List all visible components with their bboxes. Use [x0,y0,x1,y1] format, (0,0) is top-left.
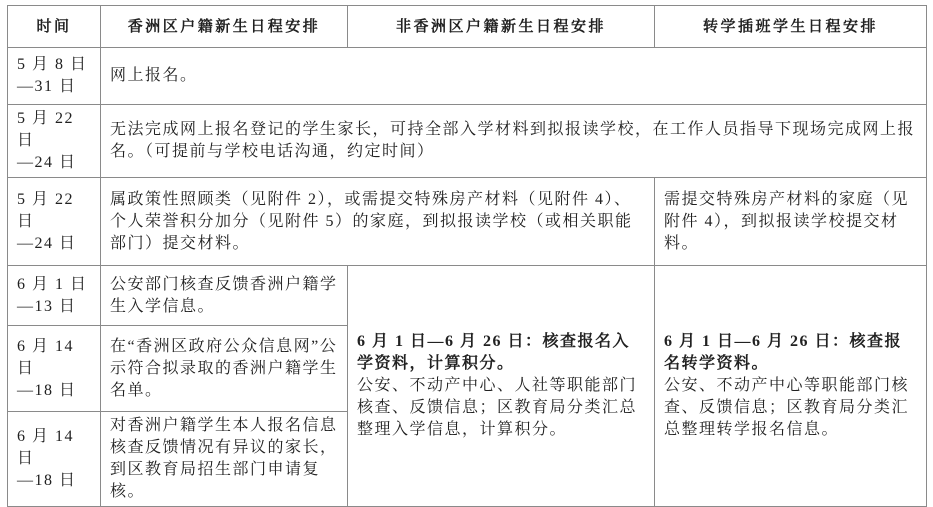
header-cell-xiangzhou: 香洲区户籍新生日程安排 [101,6,348,48]
table-row-submit-materials [8,178,927,266]
time-line-1: 6 月 1 日 [17,275,88,293]
time-line-2: —24 日 [17,154,77,171]
header-cell-transfer: 转学插班学生日程安排 [655,6,927,48]
enrollment-schedule-table [7,5,927,507]
time-cell [8,412,101,507]
time-cell [8,105,101,178]
time-line-1: 5 月 8 日 [17,56,88,73]
enroll-verify-detail: 公安、不动产中心、人社等职能部门核查、反馈信息；区教育局分类汇总整理入学信息，计算积分。 [357,377,638,438]
enroll-verify-bold-lead: 6 月 1 日—6 月 26 日：核查报名入学资料，计算积分。 [357,333,631,372]
time-cell [8,178,101,266]
header-row [8,6,927,48]
time-line-2: —18 日 [17,381,77,399]
table-row-online-signup [8,48,927,105]
time-line-1: 5 月 22 日 [17,190,75,230]
time-line-1: 5 月 22 日 [17,110,75,149]
time-line-2: —13 日 [17,297,77,315]
content-cell-submit-materials-main: 属政策性照顾类（见附件 2），或需提交特殊房产材料（见附件 4）、个人荣誉积分加分（见附件 5）的家庭，到拟报读学校（或相关职能部门）提交材料。 [101,178,655,266]
time-line-2: —18 日 [17,472,77,489]
content-cell-police-check: 公安部门核查反馈香洲户籍学生入学信息。 [101,266,348,326]
time-cell [8,48,101,105]
time-cell [8,326,101,412]
time-line-1: 6 月 14 日 [17,428,75,467]
content-cell-review-request: 对香洲户籍学生本人报名信息核查反馈情况有异议的家长，到区教育局招生部门申请复核。 [101,412,348,507]
content-cell-onsite-signup: 无法完成网上报名登记的学生家长，可持全部入学材料到拟报读学校，在工作人员指导下现场完成网上报名。（可提前与学校电话沟通，约定时间） [101,105,927,178]
transfer-verify-bold-lead: 6 月 1 日—6 月 26 日：核查报名转学资料。 [664,333,903,372]
table-row-onsite-signup [8,105,927,178]
content-cell-submit-materials-transfer: 需提交特殊房产材料的家庭（见附件 4），到拟报读学校提交材料。 [655,178,927,266]
content-cell-enroll-verify [348,266,655,507]
transfer-verify-detail: 公安、不动产中心等职能部门核查、反馈信息；区教育局分类汇总整理转学报名信息。 [664,377,910,438]
time-line-2: —31 日 [17,78,77,95]
content-cell-publicity-list: 在“香洲区政府公众信息网”公示符合拟录取的香洲户籍学生名单。 [101,326,348,412]
content-cell-transfer-verify [655,266,927,507]
time-line-2: —24 日 [17,234,77,252]
header-cell-time: 时间 [8,6,101,48]
table-row-police-check [8,266,927,326]
content-cell-online-signup: 网上报名。 [101,48,927,105]
time-line-1: 6 月 14 日 [17,337,75,377]
header-cell-non-xiangzhou: 非香洲区户籍新生日程安排 [348,6,655,48]
time-cell [8,266,101,326]
